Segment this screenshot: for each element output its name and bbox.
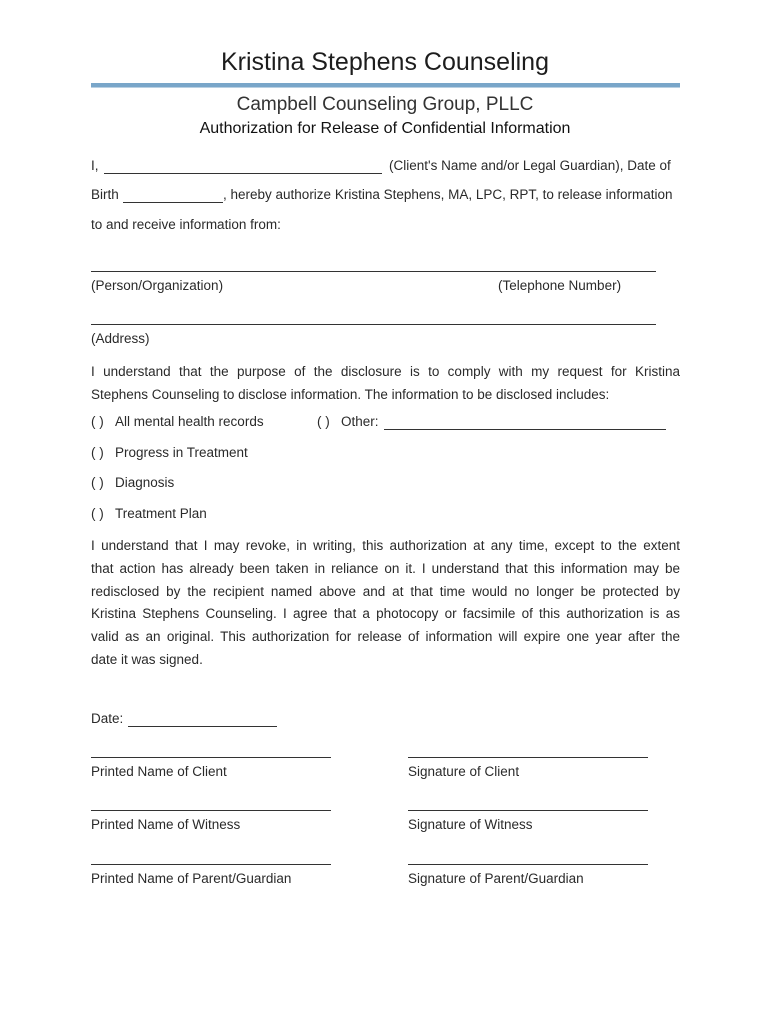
revoke-line: I understand that I may revoke, in writing, this authorization at any time, except to the extent [91,538,680,553]
revoke-line: that action has already been taken in reliance on it. I understand that this information may be [91,560,680,576]
birth-label: Birth [91,187,119,202]
date-label: Date: [91,711,124,726]
checkbox[interactable]: ( ) [91,506,104,521]
option-progress[interactable] [91,445,248,460]
option-label: Progress in Treatment [115,445,248,460]
client-name-field[interactable] [104,173,382,174]
revoke-paragraph [91,535,680,672]
printed-name-guardian-field[interactable] [91,864,331,865]
signature-guardian-label: Signature of Parent/Guardian [408,871,584,886]
revoke-line: date it was signed. [91,651,203,667]
printed-name-witness-field[interactable] [91,810,331,811]
printed-name-guardian-label: Printed Name of Parent/Guardian [91,871,292,886]
option-label: Other: [341,414,379,429]
page-subtitle: Campbell Counseling Group, PLLC [236,94,534,115]
purpose-line: I understand that the purpose of the disclosure is to comply with my request for Kristina [91,364,680,379]
checkbox[interactable]: ( ) [91,475,104,490]
signature-guardian-field[interactable] [408,864,648,865]
signature-witness-label: Signature of Witness [408,817,533,832]
revoke-line: Kristina Stephens Counseling. I agree that a photocopy or facsimile of this authorization is as [91,606,680,622]
intro-line2-suffix: , hereby authorize Kristina Stephens, MA, LPC, RPT, to release information [223,187,673,202]
person-organization-field[interactable] [91,271,656,272]
option-diagnosis[interactable] [91,475,174,490]
title-divider [91,83,680,88]
purpose-line: Stephens Counseling to disclose information. The information to be disclosed includes: [91,386,610,402]
birth-date-field[interactable] [123,202,223,203]
option-other[interactable] [317,414,379,429]
purpose-paragraph [91,361,680,407]
option-label: Diagnosis [115,475,175,490]
printed-name-client-field[interactable] [91,757,331,758]
intro-line1-suffix: (Client's Name and/or Legal Guardian), Date of [389,158,671,173]
intro-line3: to and receive information from: [91,217,281,232]
signature-client-field[interactable] [408,757,648,758]
intro-prefix: I, [91,158,99,173]
revoke-line: valid as an original. This authorization for release of information will expire one year after the [91,629,680,645]
revoke-line: redisclosed by the recipient named above and at that time would no longer be protected by [91,583,680,599]
page-title: Kristina Stephens Counseling [221,48,549,76]
printed-name-witness-label: Printed Name of Witness [91,817,241,832]
checkbox[interactable]: ( ) [91,414,104,429]
signature-client-label: Signature of Client [408,764,520,779]
address-field[interactable] [91,324,656,325]
option-treatment-plan[interactable] [91,506,207,521]
printed-name-client-label: Printed Name of Client [91,764,227,779]
form-heading: Authorization for Release of Confidential Information [199,120,571,137]
checkbox[interactable]: ( ) [317,414,330,429]
option-label: Treatment Plan [115,506,207,521]
date-field[interactable] [128,726,277,727]
option-label: All mental health records [115,414,264,429]
person-organization-label: (Person/Organization) [91,278,224,293]
telephone-label: (Telephone Number) [498,278,622,293]
option-all-records[interactable] [91,414,264,429]
checkbox[interactable]: ( ) [91,445,104,460]
other-field[interactable] [384,429,666,430]
signature-witness-field[interactable] [408,810,648,811]
address-label: (Address) [91,331,150,346]
